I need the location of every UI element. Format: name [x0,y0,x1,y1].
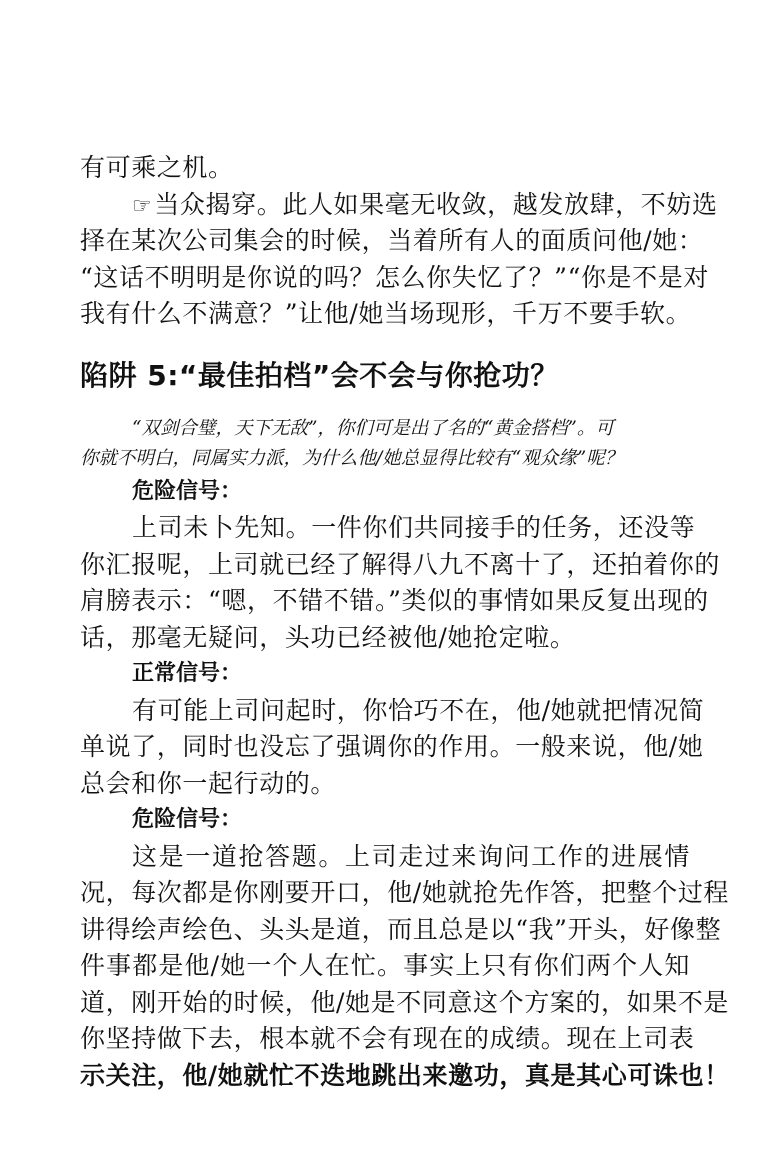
point-title: 当众揭穿。 [154,189,283,219]
text-line: 我有什么不满意？”让他/她当场现形，千万不要手软。 [80,299,692,328]
text-line: 上司未卜先知。一件你们共同接手的任务，还没等 [132,513,696,542]
text-line: 单说了，同时也没忘了强调你的作用。一般来说，他/她 [80,732,704,761]
text-line: 你汇报呢，上司就已经了解得八九不离十了，还拍着你的 [80,549,721,579]
text-line: 这是一道抢答题。上司走过来询问工作的进展情 [132,841,690,871]
signal-label-normal: 正常信号： [132,661,243,686]
text-line: 总会和你一起行动的。 [80,768,337,798]
signal-label-danger: 危险信号： [132,807,243,832]
point-text: 此人如果毫无收敛，越发放肆，不妨选 [282,189,718,219]
epigraph-line: “双剑合璧，天下无敌”，你们可是出了名的“黄金搭档”。可 [132,417,614,439]
text-line: 有可能上司问起时，你恰巧不在，他/她就把情况简 [132,695,705,725]
epigraph-line: 你就不明白，同属实力派，为什么他/她总显得比较有“观众缘”呢？ [80,447,624,469]
text-line: “这话不明明是你说的吗？怎么你失忆了？”“你是不是对 [80,262,709,292]
text-line: 示关注，他/她就忙不迭地跳出来邀功，真是其心可诛也！ [80,1060,730,1090]
text-line: 有可乘之机。 [80,153,234,182]
text-line: 况，每次都是你刚要开口，他/她就抢先作答，把整个过程 [80,878,730,907]
text-line: 讲得绘声绘色、头头是道，而且总是以“我”开头，好像整 [80,914,722,944]
text-line: 道，刚开始的时候，他/她是不同意这个方案的，如果不是 [80,987,730,1017]
text-line: 择在某次公司集会的时候，当着所有人的面质问他/她： [80,226,704,255]
section-heading: 陷阱 5:“最佳拍档”会不会与你抢功？ [80,358,559,392]
signal-label-danger: 危险信号： [132,478,243,504]
hand-pointing-right-icon: ☞ [132,193,153,219]
book-page [80,150,730,1094]
point-line [80,187,718,224]
text-line: 你坚持做下去，根本就不会有现在的成绩。现在上司表 [80,1024,695,1053]
text-line: 肩膀表示：“嗯，不错不错。”类似的事情如果反复出现的 [80,586,709,615]
text-line: 件事都是他/她一个人在忙。事实上只有你们两个人知 [80,951,690,980]
text-line: 话，那毫无疑问，头功已经被他/她抢定啦。 [80,622,576,652]
